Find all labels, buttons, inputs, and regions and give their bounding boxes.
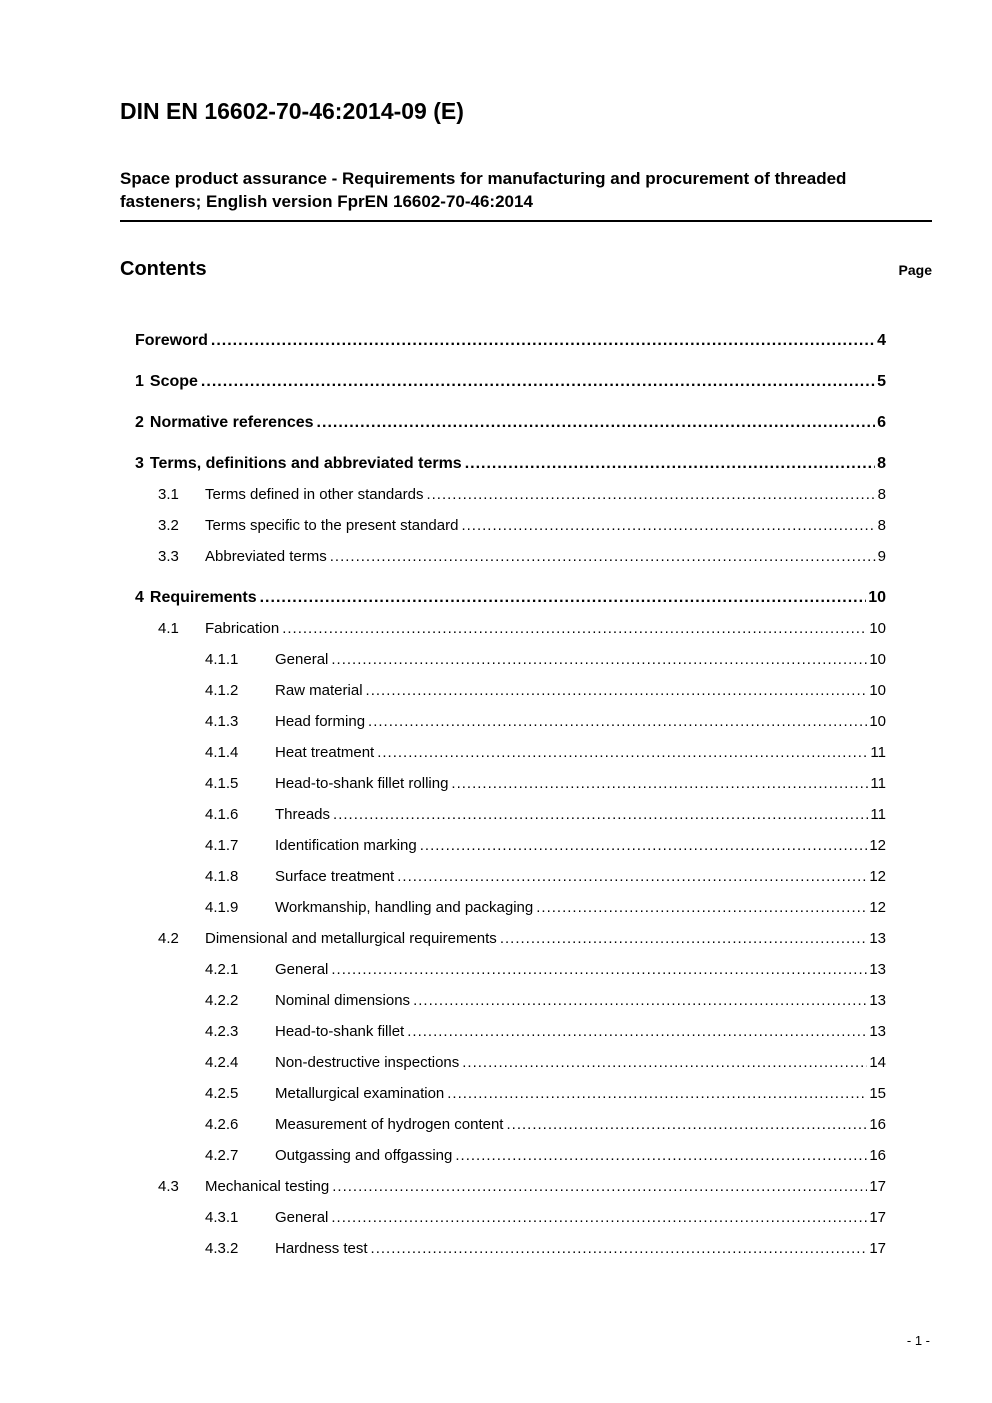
toc-entry-page: 11	[870, 744, 886, 761]
toc-entry-number: 4.1.2	[205, 682, 239, 699]
contents-heading: Contents	[120, 258, 207, 280]
toc-entry-title: Surface treatment	[275, 868, 395, 885]
toc-dot-leader	[407, 1016, 867, 1047]
toc-entry-number: 3.2	[158, 517, 179, 534]
toc-entry-title: Raw material	[275, 682, 363, 699]
toc-dot-leader	[451, 768, 868, 799]
toc-dot-leader	[426, 479, 875, 510]
toc-entry	[135, 1233, 886, 1264]
toc-dot-leader	[461, 510, 875, 541]
toc-dot-leader	[331, 954, 867, 985]
toc-entry-title: Terms defined in other standards	[205, 486, 424, 503]
toc-entry	[135, 923, 886, 954]
toc-entry-number: 4.1.1	[205, 651, 239, 668]
toc-entry-page: 8	[877, 517, 886, 534]
toc-dot-leader	[371, 1233, 868, 1264]
toc-entry-page: 10	[869, 651, 886, 668]
page-column-label: Page	[898, 262, 932, 278]
toc-entry-title: Requirements	[149, 589, 257, 606]
toc-entry-title: General	[275, 961, 329, 978]
toc-entry-number: 3.1	[158, 486, 179, 503]
toc-dot-leader	[332, 1171, 867, 1202]
toc-entry-number: 4.1.9	[205, 899, 239, 916]
toc-entry	[135, 448, 886, 479]
toc-entry	[135, 768, 886, 799]
toc-dot-leader	[413, 985, 867, 1016]
toc-dot-leader	[201, 366, 875, 397]
toc-entry-title: Non-destructive inspections	[275, 1054, 460, 1071]
toc-dot-leader	[397, 861, 867, 892]
toc-entry	[135, 799, 886, 830]
toc-entry-title: Head-to-shank fillet	[275, 1023, 405, 1040]
footer-page-number: - 1 -	[906, 1333, 930, 1348]
toc-entry	[135, 479, 886, 510]
toc-dot-leader	[465, 448, 875, 479]
toc-dot-leader	[536, 892, 867, 923]
toc-entry-page: 4	[877, 332, 886, 349]
toc-entry-title: Metallurgical examination	[275, 1085, 445, 1102]
toc-entry	[135, 1171, 886, 1202]
toc-entry-number: 4.2.1	[205, 961, 239, 978]
document-header-title: DIN EN 16602-70-46:2014-09 (E)	[120, 98, 464, 124]
toc-entry-number: 4.3	[158, 1178, 179, 1195]
toc-entry-number: 4.1.6	[205, 806, 239, 823]
document-subtitle: Space product assurance - Requirements for manufacturing and procurement of threaded fasteners; English version FprEN 16602-70-46:2014	[120, 167, 932, 222]
toc-entry-number: 4.1.5	[205, 775, 239, 792]
toc-entry-page: 9	[877, 548, 886, 565]
toc-entry	[135, 407, 886, 438]
toc-dot-leader	[282, 613, 867, 644]
toc-entry-number: 4.1.8	[205, 868, 239, 885]
toc-entry	[135, 325, 886, 356]
toc-entry-page: 12	[869, 899, 886, 916]
toc-dot-leader	[455, 1140, 867, 1171]
toc-dot-leader	[447, 1078, 867, 1109]
toc-entry	[135, 737, 886, 768]
toc-entry-page: 13	[869, 992, 886, 1009]
toc-entry	[135, 861, 886, 892]
toc-entry-number: 4.3.1	[205, 1209, 239, 1226]
toc-entry-number: 3	[135, 455, 144, 472]
toc-dot-leader	[211, 325, 875, 356]
toc-dot-leader	[331, 1202, 867, 1233]
toc-entry-page: 16	[869, 1116, 886, 1133]
toc-entry	[135, 830, 886, 861]
toc-entry-title: Measurement of hydrogen content	[275, 1116, 504, 1133]
toc-entry-number: 4.2.5	[205, 1085, 239, 1102]
toc-entry-title: Nominal dimensions	[275, 992, 411, 1009]
toc-entry-page: 17	[869, 1209, 886, 1226]
toc-entry-title: Mechanical testing	[205, 1178, 330, 1195]
toc-entry-number: 4.2.4	[205, 1054, 239, 1071]
toc-entry	[135, 1109, 886, 1140]
toc-dot-leader	[317, 407, 876, 438]
toc-entry	[135, 675, 886, 706]
toc-entry-page: 17	[869, 1178, 886, 1195]
toc-entry-number: 4.2.7	[205, 1147, 239, 1164]
toc-dot-leader	[500, 923, 868, 954]
toc-entry-title: Heat treatment	[275, 744, 375, 761]
toc-entry-number: 4.1.4	[205, 744, 239, 761]
toc-entry-page: 11	[870, 806, 886, 823]
toc-entry-title: General	[275, 1209, 329, 1226]
toc-entry-title: Identification marking	[275, 837, 417, 854]
toc-entry	[135, 582, 886, 613]
toc-entry-page: 13	[869, 930, 886, 947]
toc-entry-title: Outgassing and offgassing	[275, 1147, 453, 1164]
contents-header-row	[120, 258, 932, 281]
toc-entry-title: Threads	[275, 806, 331, 823]
toc-entry-title: Scope	[149, 373, 198, 390]
toc-entry	[135, 985, 886, 1016]
toc-dot-leader	[330, 541, 876, 572]
toc-entry-title: Abbreviated terms	[205, 548, 327, 565]
toc-dot-leader	[331, 644, 867, 675]
toc-entry	[135, 1047, 886, 1078]
toc-entry-page: 10	[868, 589, 886, 606]
toc-entry-number: 4.2.3	[205, 1023, 239, 1040]
toc-entry-page: 13	[869, 961, 886, 978]
toc-dot-leader	[368, 706, 867, 737]
toc-entry-page: 10	[869, 682, 886, 699]
toc-entry-number: 4.1	[158, 620, 179, 637]
toc-entry-title: Normative references	[149, 414, 314, 431]
toc-entry-number: 4	[135, 589, 144, 606]
toc-entry-page: 13	[869, 1023, 886, 1040]
toc-entry	[135, 644, 886, 675]
toc-entry-page: 10	[869, 620, 886, 637]
toc-dot-leader	[260, 582, 867, 613]
toc-entry	[135, 1140, 886, 1171]
toc-entry-number: 4.2	[158, 930, 179, 947]
toc-entry-page: 12	[869, 837, 886, 854]
toc-entry	[135, 366, 886, 397]
toc-dot-leader	[462, 1047, 867, 1078]
toc-entry	[135, 1078, 886, 1109]
toc-entry-number: 1	[135, 373, 144, 390]
toc-entry-page: 8	[877, 455, 886, 472]
toc-entry-number: 4.1.3	[205, 713, 239, 730]
toc-entry-title: General	[275, 651, 329, 668]
toc-entry-title: Dimensional and metallurgical requirements	[205, 930, 497, 947]
toc-entry-page: 16	[869, 1147, 886, 1164]
toc-entry-title: Terms specific to the present standard	[205, 517, 459, 534]
toc-entry-page: 5	[877, 373, 886, 390]
toc-entry-title: Foreword	[135, 332, 208, 349]
toc-dot-leader	[333, 799, 868, 830]
toc-entry-number: 4.3.2	[205, 1240, 239, 1257]
toc-entry-number: 4.1.7	[205, 837, 239, 854]
toc-entry-title: Workmanship, handling and packaging	[275, 899, 534, 916]
toc-entry-number: 3.3	[158, 548, 179, 565]
toc-entry-title: Head-to-shank fillet rolling	[275, 775, 449, 792]
toc-entry-number: 4.2.2	[205, 992, 239, 1009]
toc-entry-page: 6	[877, 414, 886, 431]
toc-entry-page: 14	[869, 1054, 886, 1071]
toc-entry-page: 12	[869, 868, 886, 885]
toc-dot-leader	[506, 1109, 867, 1140]
toc-entry	[135, 510, 886, 541]
toc-entry	[135, 1202, 886, 1233]
toc-entry	[135, 541, 886, 572]
toc-entry	[135, 613, 886, 644]
toc-entry-page: 10	[869, 713, 886, 730]
toc-entry-page: 11	[870, 775, 886, 792]
toc-entry-page: 8	[877, 486, 886, 503]
toc-entry-title: Terms, definitions and abbreviated terms	[149, 455, 462, 472]
toc-dot-leader	[377, 737, 868, 768]
toc-entry	[135, 954, 886, 985]
toc-list	[135, 325, 932, 1264]
toc-entry-title: Head forming	[275, 713, 366, 730]
toc-entry-title: Fabrication	[205, 620, 280, 637]
toc-entry-title: Hardness test	[275, 1240, 368, 1257]
toc-dot-leader	[366, 675, 868, 706]
toc-entry-page: 17	[869, 1240, 886, 1257]
toc-entry-number: 4.2.6	[205, 1116, 239, 1133]
toc-entry	[135, 706, 886, 737]
toc-dot-leader	[420, 830, 868, 861]
toc-entry-number: 2	[135, 414, 144, 431]
toc-entry	[135, 892, 886, 923]
toc-entry	[135, 1016, 886, 1047]
toc-entry-page: 15	[869, 1085, 886, 1102]
